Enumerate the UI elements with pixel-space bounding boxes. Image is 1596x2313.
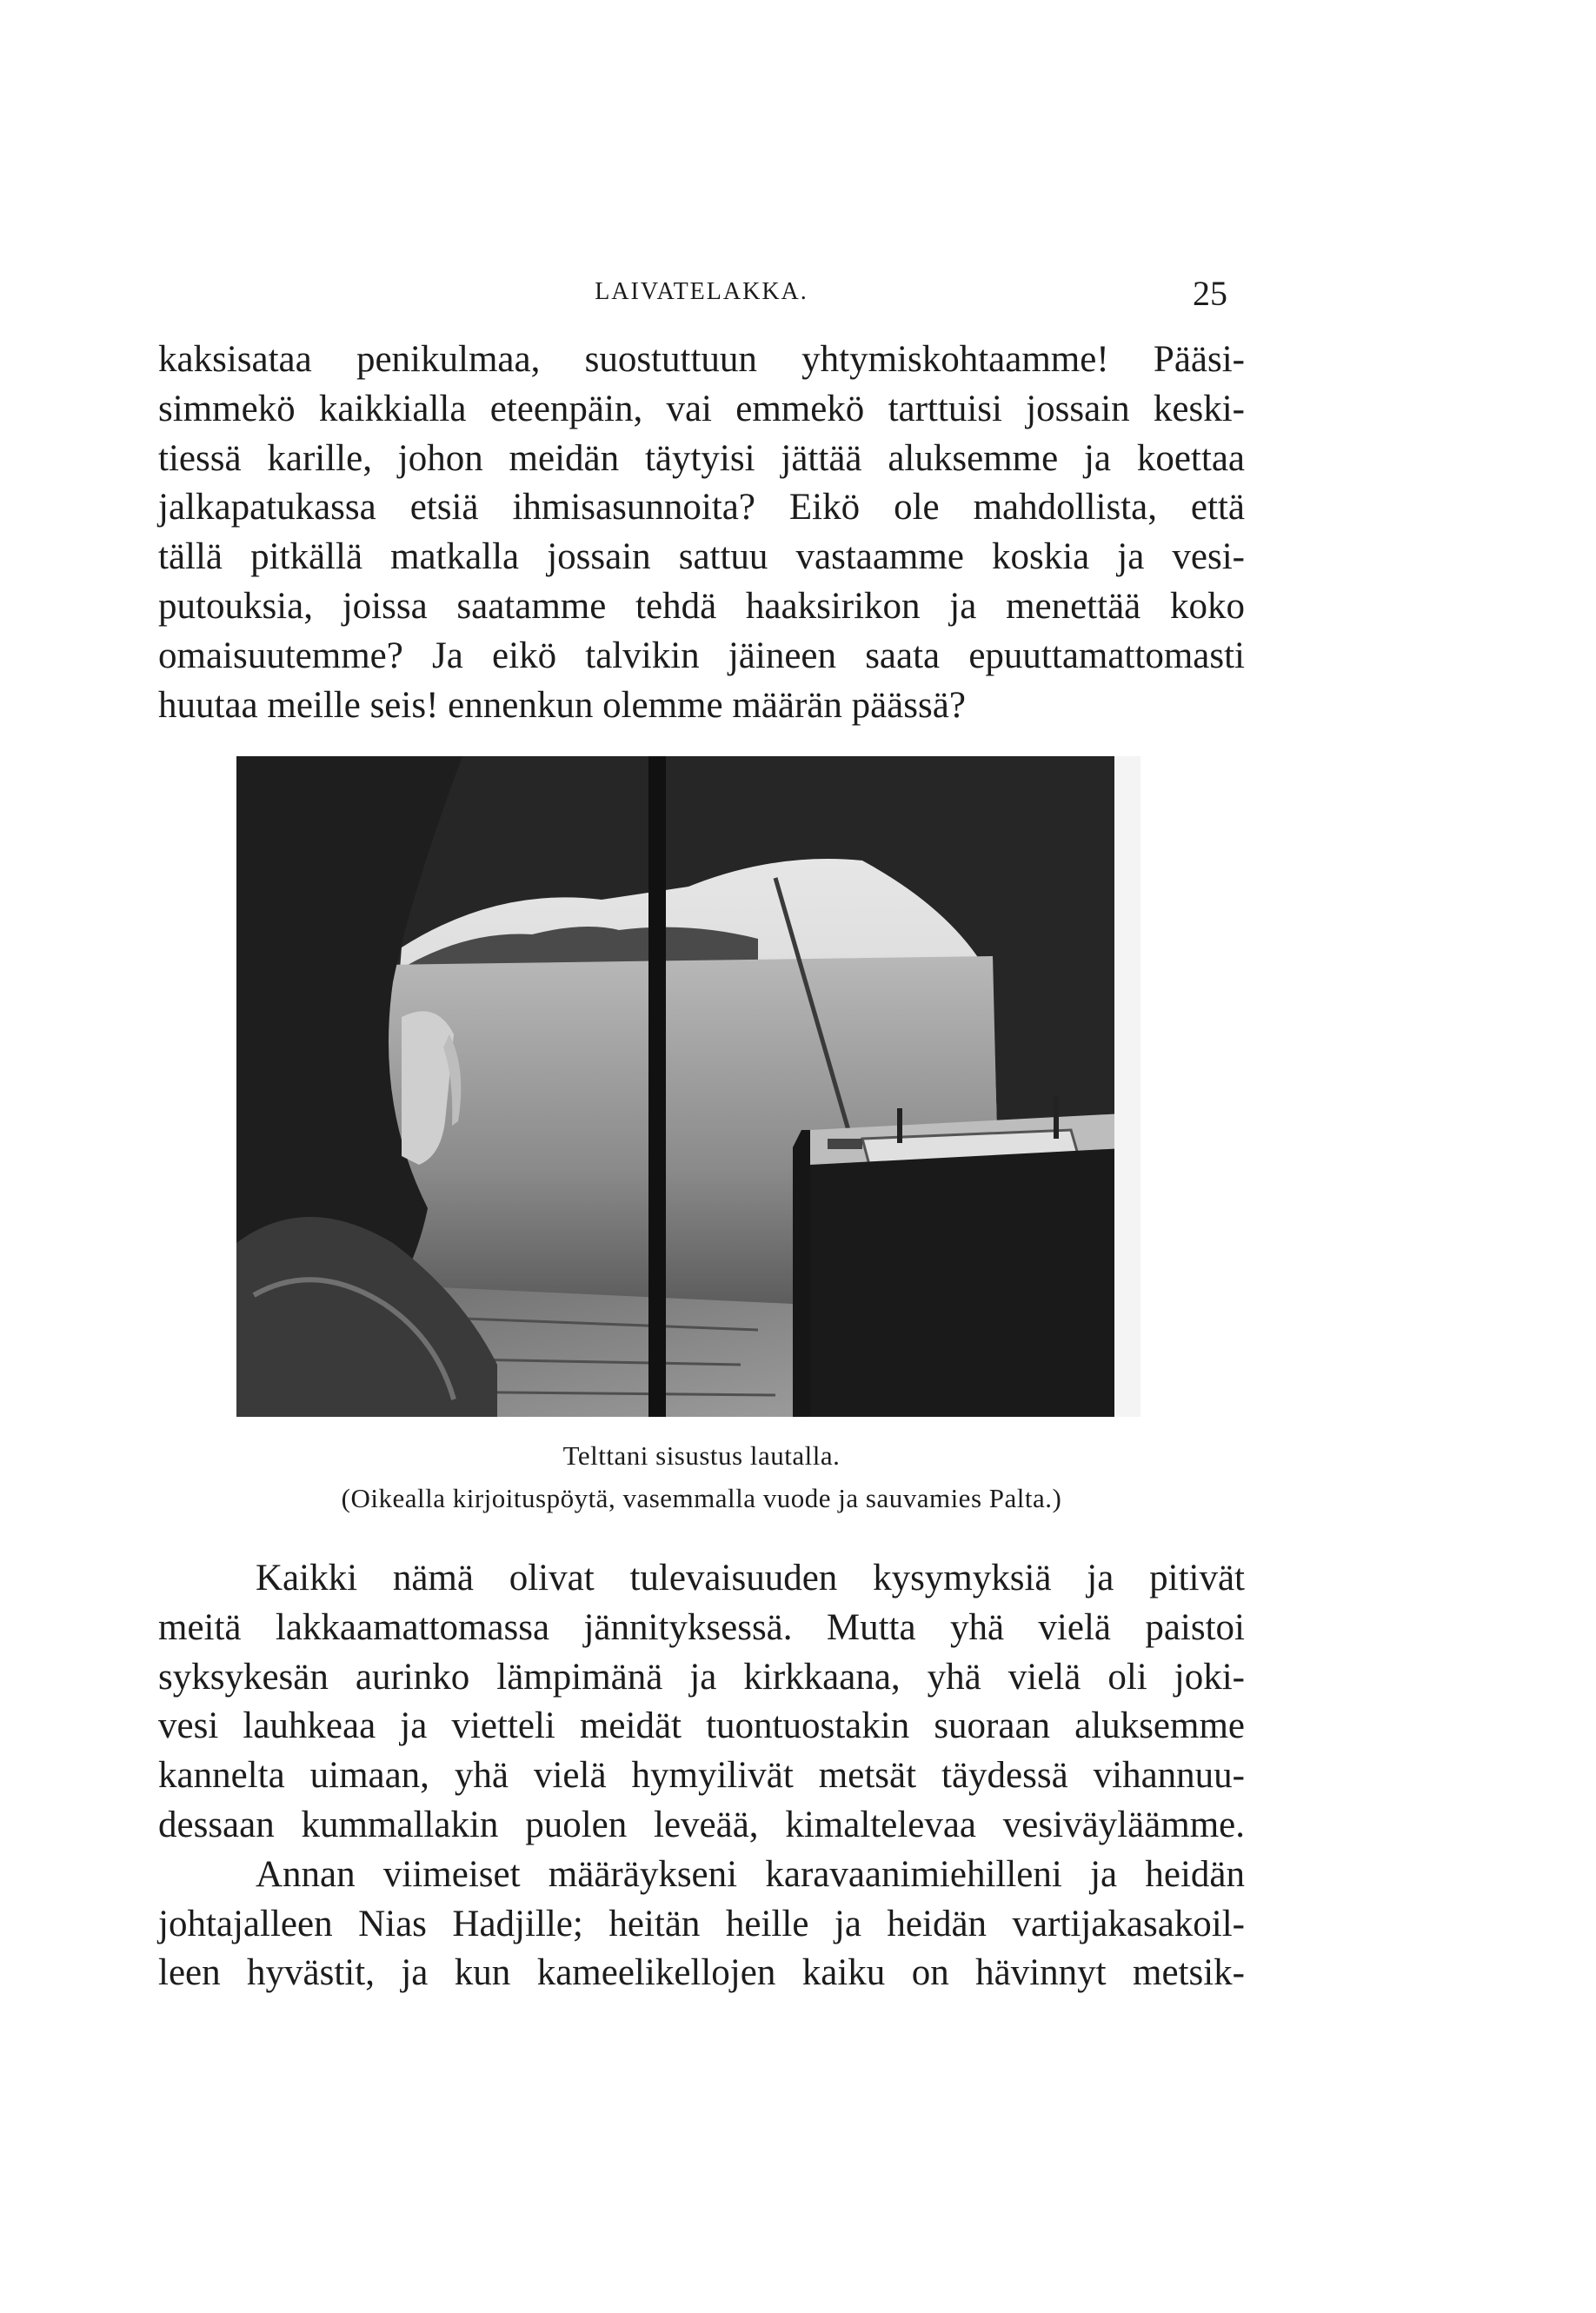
text-line: huutaa meille seis! ennenkun olemme määrän päässä? xyxy=(158,684,966,726)
text-line: leen hyvästit, ja kun kameelikellojen kaiku on hävinnyt metsik- xyxy=(158,1952,1245,1994)
text-line: johtajalleen Nias Hadjille; heitän heille ja heidän vartijakasakoil- xyxy=(158,1903,1245,1944)
text-line: omaisuutemme? Ja eikö talvikin jäineen saata epuuttamattomasti xyxy=(158,635,1245,676)
text-line: dessaan kummallakin puolen leveää, kimaltelevaa vesiväyläämme. xyxy=(158,1804,1245,1845)
running-title: LAIVATELAKKA. xyxy=(595,278,808,305)
figure-caption-title: Telttani sisustus lautalla. xyxy=(562,1440,841,1471)
text-line: jalkapatukassa etsiä ihmisasunnoita? Eikö ole mahdollista, että xyxy=(158,487,1245,528)
text-line: tiessä karille, johon meidän täytyisi jättää aluksemme ja koettaa xyxy=(158,437,1245,479)
text-line: tällä pitkällä matkalla jossain sattuu vastaamme koskia ja vesi- xyxy=(158,536,1245,578)
text-line: simmekö kaikkialla eteenpäin, vai emmekö tarttuisi jossain keski- xyxy=(158,388,1245,429)
text-line: kaksisataa penikulmaa, suostuttuun yhtymiskohtaamme! Pääsi- xyxy=(158,339,1245,380)
text-line: Annan viimeiset määräykseni karavaanimiehilleni ja heidän xyxy=(256,1853,1245,1895)
text-line: kannelta uimaan, yhä vielä hymyilivät metsät täydessä vihannuu- xyxy=(158,1755,1245,1797)
text-line: syksykesän aurinko lämpimänä ja kirkkaana, yhä vielä oli joki- xyxy=(158,1656,1245,1698)
paragraph-1 xyxy=(158,336,1245,730)
running-head xyxy=(158,271,1245,315)
paragraph-2-and-3 xyxy=(158,1554,1245,1998)
text-line: vesi lauhkeaa ja vietteli meidät tuontuostakin suoraan aluksemme xyxy=(158,1705,1245,1747)
text-line: Kaikki nämä olivat tulevaisuuden kysymyksiä ja pitivät xyxy=(256,1558,1245,1598)
page-number: 25 xyxy=(1193,274,1227,313)
figure-caption-note: (Oikealla kirjoituspöytä, vasemmalla vuode ja sauvamies Palta.) xyxy=(341,1483,1062,1513)
text-line: putouksia, joissa saatamme tehdä haaksirikon ja menettää koko xyxy=(158,585,1245,627)
tent-interior-photo xyxy=(236,756,1140,1417)
text-line: meitä lakkaamattomassa jännityksessä. Mutta yhä vielä paistoi xyxy=(158,1606,1245,1648)
